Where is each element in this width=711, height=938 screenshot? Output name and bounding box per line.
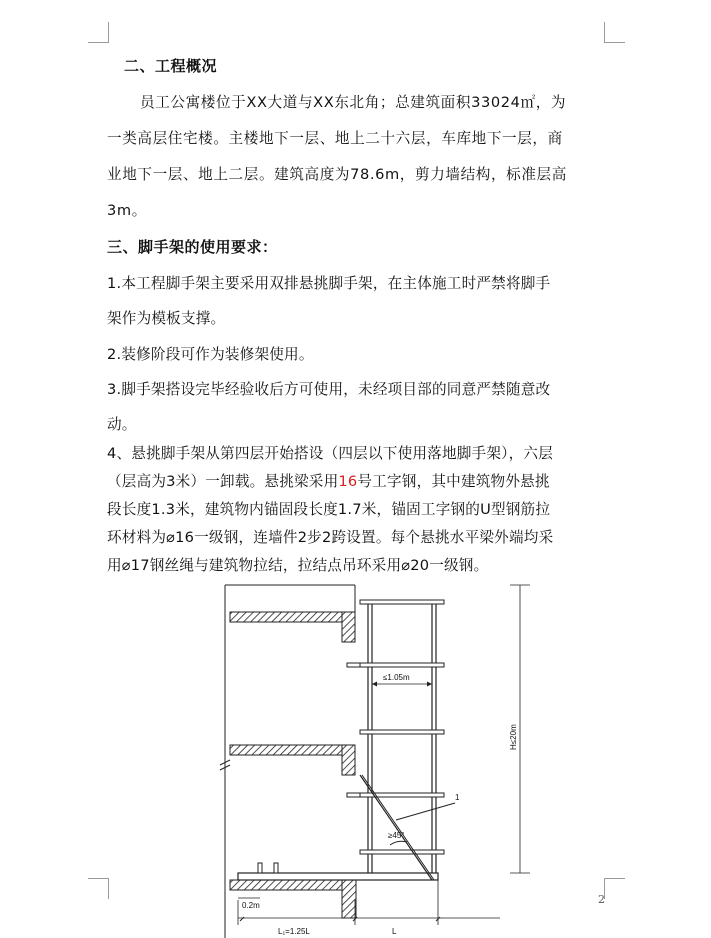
page-number: 2 <box>598 893 605 906</box>
steel-number-highlight: 16 <box>338 473 358 490</box>
section-heading-overview: 二、工程概况 <box>124 57 218 75</box>
requirement-3-line-2: 动。 <box>107 416 137 433</box>
crop-mark-top-left <box>88 22 109 43</box>
overview-line-2: 一类高层住宅楼。主楼地下一层、地上二十六层，车库地下一层，商 <box>107 130 563 147</box>
requirement-4-line-4: 环材料为⌀16一级钢，连墙件2步2跨设置。每个悬挑水平梁外端均采 <box>107 529 554 546</box>
callout-leader <box>396 803 455 820</box>
requirement-4-line-2-tail: 号工字钢，其中建筑物外悬挑 <box>357 473 550 490</box>
anchor-ring-2 <box>274 863 278 873</box>
requirement-4-line-2-text: （层高为3米）一卸载。悬挑梁采用 <box>107 473 339 490</box>
anchor-ring-1 <box>258 863 262 873</box>
edge-beam-lower <box>342 880 356 918</box>
overview-line-1: 员工公寓楼位于XX大道与XX东北角；总建筑面积33024㎡，为 <box>140 94 567 111</box>
angle-label: ≥45° <box>388 831 405 840</box>
angle-arc <box>390 841 407 845</box>
requirement-1-line-1: 1.本工程脚手架主要采用双排悬挑脚手架，在主体施工时严禁将脚手 <box>107 275 551 292</box>
requirement-4-line-5: 用⌀17钢丝绳与建筑物拉结，拉结点吊环采用⌀20一级钢。 <box>107 557 489 574</box>
edge-beam-middle <box>342 745 355 775</box>
requirement-2: 2.装修阶段可作为装修架使用。 <box>107 346 314 363</box>
section-heading-scaffold: 三、脚手架的使用要求： <box>107 238 278 256</box>
anchor-length-label: L₁=1.25L <box>278 927 310 936</box>
callout-number: 1 <box>455 793 460 802</box>
edge-beam-upper <box>342 612 355 642</box>
overview-line-4: 3m。 <box>107 202 147 219</box>
crop-mark-top-right <box>604 22 625 43</box>
cantilever-scaffold-diagram <box>200 580 560 938</box>
floor-slab-middle <box>230 745 355 755</box>
cantilever-length-label: L <box>392 927 397 936</box>
requirement-4-line-2 <box>107 470 550 491</box>
requirement-1-line-2: 架作为模板支撑。 <box>107 310 226 327</box>
crop-mark-bottom-right <box>604 878 625 899</box>
wire-rope <box>360 775 432 880</box>
floor-slab-lower <box>230 880 355 890</box>
overview-line-3: 业地下一层、地上二层。建筑高度为78.6m，剪力墙结构，标准层高 <box>107 166 567 183</box>
offset-label: 0.2m <box>242 901 260 910</box>
requirement-4-line-1: 4、悬挑脚手架从第四层开始搭设（四层以下使用落地脚手架），六层 <box>107 445 554 462</box>
width-label: ≤1.05m <box>383 673 410 682</box>
requirement-3-line-1: 3.脚手架搭设完毕经验收后方可使用，未经项目部的同意严禁随意改 <box>107 381 551 398</box>
height-label: H≤20m <box>509 724 518 750</box>
cantilever-i-beam <box>238 873 438 880</box>
crop-mark-bottom-left <box>88 878 109 899</box>
floor-slab-upper <box>230 612 355 622</box>
scaffold-ledgers <box>347 600 444 854</box>
requirement-4-line-3: 段长度1.3米，建筑物内锚固段长度1.7米，锚固工字钢的U型钢筋拉 <box>107 501 551 518</box>
